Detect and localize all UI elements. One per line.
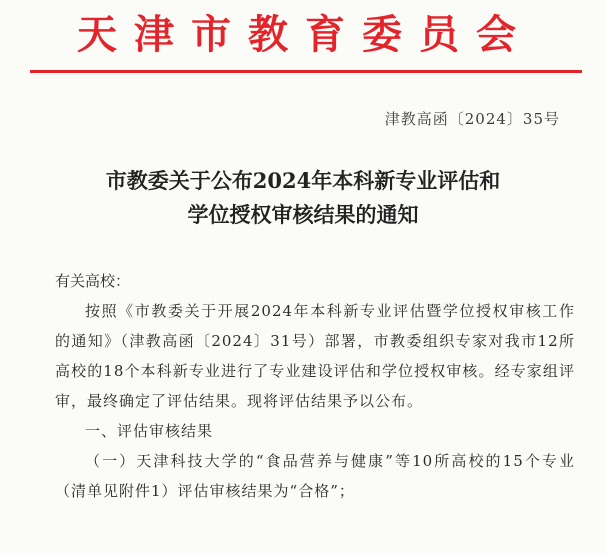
salutation: 有关高校： [55, 272, 131, 290]
document-body [55, 266, 575, 506]
red-header-rule [30, 70, 582, 73]
document-title-line-1: 市教委关于公布2024年本科新专业评估和 [105, 168, 501, 193]
document-title-line-2: 学位授权审核结果的通知 [187, 202, 419, 227]
document-number: 津教高函〔2024〕35号 [384, 110, 560, 128]
issuing-authority-header: 天津市教育委员会 [77, 11, 533, 58]
document-title [0, 164, 606, 232]
section-heading-1: 一、评估审核结果 [85, 422, 214, 440]
paragraph-2: （一）天津科技大学的“食品营养与健康”等10所高校的15个专业（清单见附件1）评估审核结果为“合格”； [55, 452, 575, 500]
paragraph-1: 按照《市教委关于开展2024年本科新专业评估暨学位授权审核工作的通知》（津教高函〔2024〕31号）部署，市教委组织专家对我市12所高校的18个本科新专业进行了专业建设评估和学位授权审核。经专家组评审，最终确定了评估结果。现将评估结果予以公布。 [55, 302, 575, 410]
